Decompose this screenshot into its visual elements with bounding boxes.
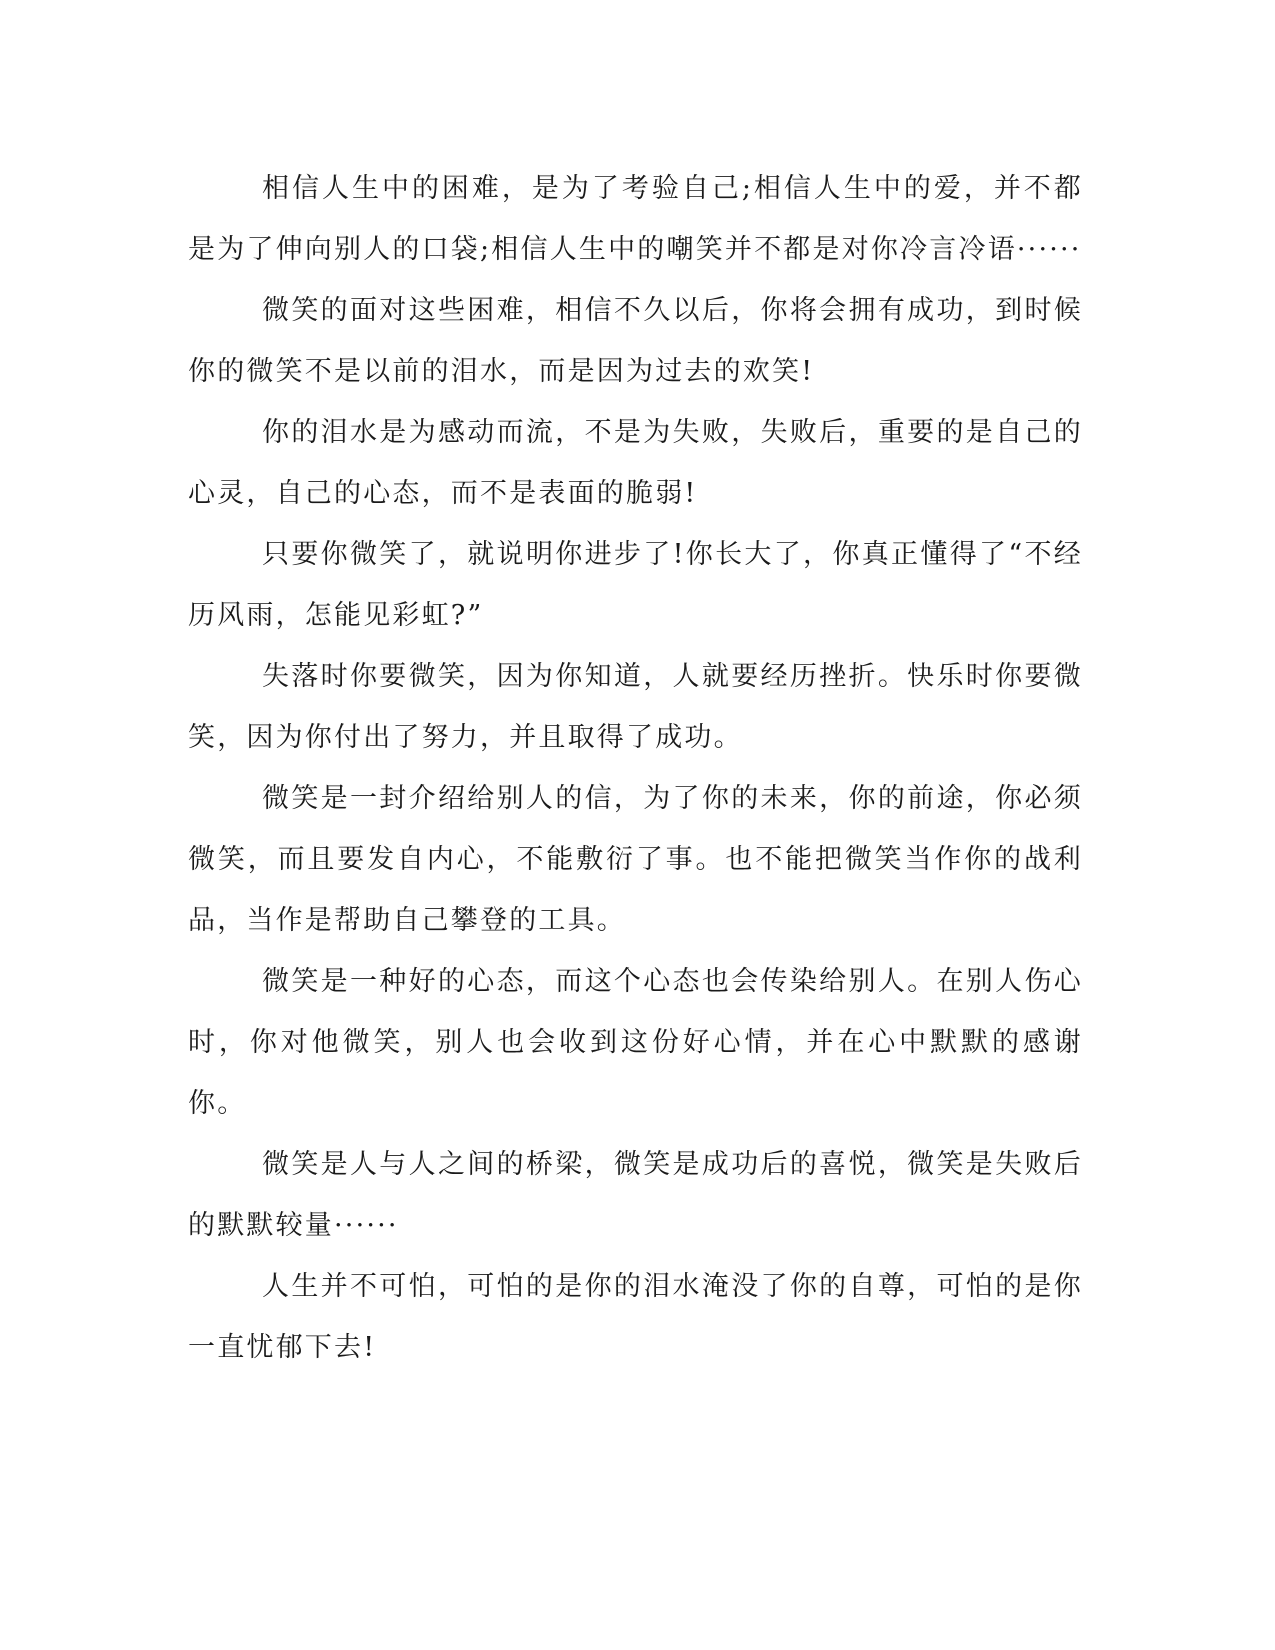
- paragraph-7: 微笑是一种好的心态，而这个心态也会传染给别人。在别人伤心时，你对他微笑，别人也会收到这份好心情，并在心中默默的感谢你。: [188, 966, 1083, 1119]
- paragraph-4: 只要你微笑了，就说明你进步了!你长大了，你真正懂得了“不经历风雨，怎能见彩虹?”: [188, 539, 1083, 631]
- paragraph-8: 微笑是人与人之间的桥梁，微笑是成功后的喜悦，微笑是失败后的默默较量······: [188, 1149, 1083, 1241]
- paragraph-3: 你的泪水是为感动而流，不是为失败，失败后，重要的是自己的心灵，自己的心态，而不是表面的脆弱!: [188, 417, 1083, 509]
- paragraph-1: 相信人生中的困难，是为了考验自己;相信人生中的爱，并不都是为了伸向别人的口袋;相信人生中的嘲笑并不都是对你冷言冷语······: [188, 173, 1083, 265]
- paragraph-9: 人生并不可怕，可怕的是你的泪水淹没了你的自尊，可怕的是你一直忧郁下去!: [188, 1271, 1083, 1363]
- paragraph-2: 微笑的面对这些困难，相信不久以后，你将会拥有成功，到时候你的微笑不是以前的泪水，而是因为过去的欢笑!: [188, 295, 1083, 387]
- paragraph-6: 微笑是一封介绍给别人的信，为了你的未来，你的前途，你必须微笑，而且要发自内心，不能敷衍了事。也不能把微笑当作你的战利品，当作是帮助自己攀登的工具。: [188, 783, 1083, 936]
- document-body: [188, 158, 1083, 1378]
- paragraph-5: 失落时你要微笑，因为你知道，人就要经历挫折。快乐时你要微笑，因为你付出了努力，并且取得了成功。: [188, 661, 1083, 753]
